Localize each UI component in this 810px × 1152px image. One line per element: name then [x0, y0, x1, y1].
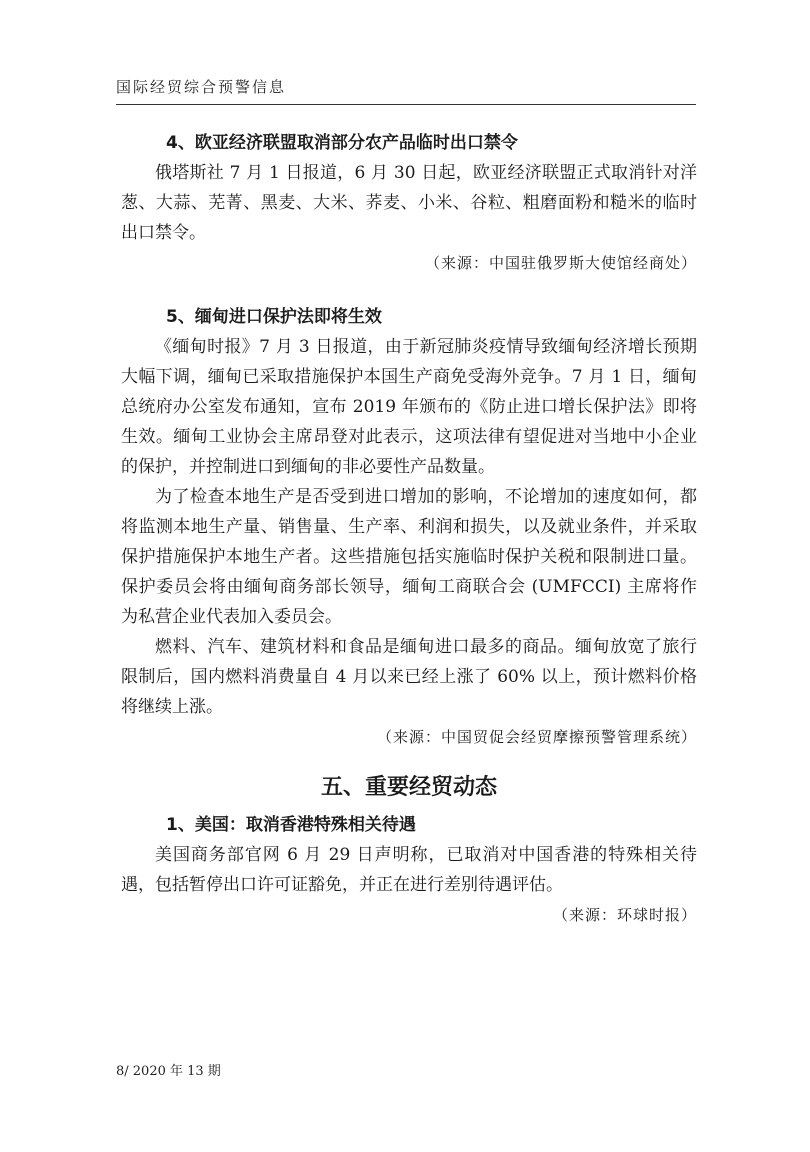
section-title: 五、重要经贸动态 — [320, 775, 497, 800]
header-divider — [116, 104, 696, 105]
page-footer: 8/ 2020 年 13 期 — [116, 1064, 221, 1079]
source-note: （来源：中国驻俄罗斯大使馆经商处） — [424, 254, 697, 272]
paragraph: 为了检查本地生产是否受到进口增加的影响，不论增加的速度如何，都将监测本地生产量、销售量、生产率、利润和损失，以及就业条件，并采取保护措施保护本地生产者。这些措施包括实施临时保护关税和限制进口量。保护委员会将由缅甸商务部长领导，缅甸工商联合会 (UMFCCI) 主席将作为私营企业代表加入委员会。 — [121, 487, 697, 627]
page-content — [121, 128, 697, 930]
source-note: （来源：环球时报） — [552, 906, 697, 924]
running-header: 国际经贸综合预警信息 — [116, 78, 287, 96]
news-item-section5-1 — [121, 810, 697, 930]
item-heading: 4、欧亚经济联盟取消部分农产品临时出口禁令 — [166, 133, 518, 153]
item-heading: 1、美国：取消香港特殊相关待遇 — [166, 815, 416, 835]
item-heading: 5、缅甸进口保护法即将生效 — [166, 307, 382, 327]
paragraph: 燃料、汽车、建筑材料和食品是缅甸进口最多的商品。缅甸放宽了旅行限制后，国内燃料消费量自 4 月以来已经上涨了 60% 以上，预计燃料价格将继续上涨。 — [121, 637, 697, 717]
source-note: （来源：中国贸促会经贸摩擦预警管理系统） — [376, 728, 697, 746]
paragraph: 美国商务部官网 6 月 29 日声明称，已取消对中国香港的特殊相关待遇，包括暂停出口许可证豁免，并正在进行差别待遇评估。 — [121, 845, 697, 895]
news-item-5 — [121, 302, 697, 752]
paragraph: 俄塔斯社 7 月 1 日报道，6 月 30 日起，欧亚经济联盟正式取消针对洋葱、大蒜、芜菁、黑麦、大米、荞麦、小米、谷粒、粗磨面粉和糙米的临时出口禁令。 — [121, 163, 697, 243]
news-item-4 — [121, 128, 697, 278]
paragraph: 《缅甸时报》7 月 3 日报道，由于新冠肺炎疫情导致缅甸经济增长预期大幅下调，缅甸已采取措施保护本国生产商免受海外竞争。7 月 1 日，缅甸总统府办公室发布通知，宣布 2019 年颁布的《防止进口增长保护法》即将生效。缅甸工业协会主席昂登对此表示，这项法律有望促进对当地中小企业的保护，并控制进口到缅甸的非必要性产品数量。 — [121, 337, 697, 477]
